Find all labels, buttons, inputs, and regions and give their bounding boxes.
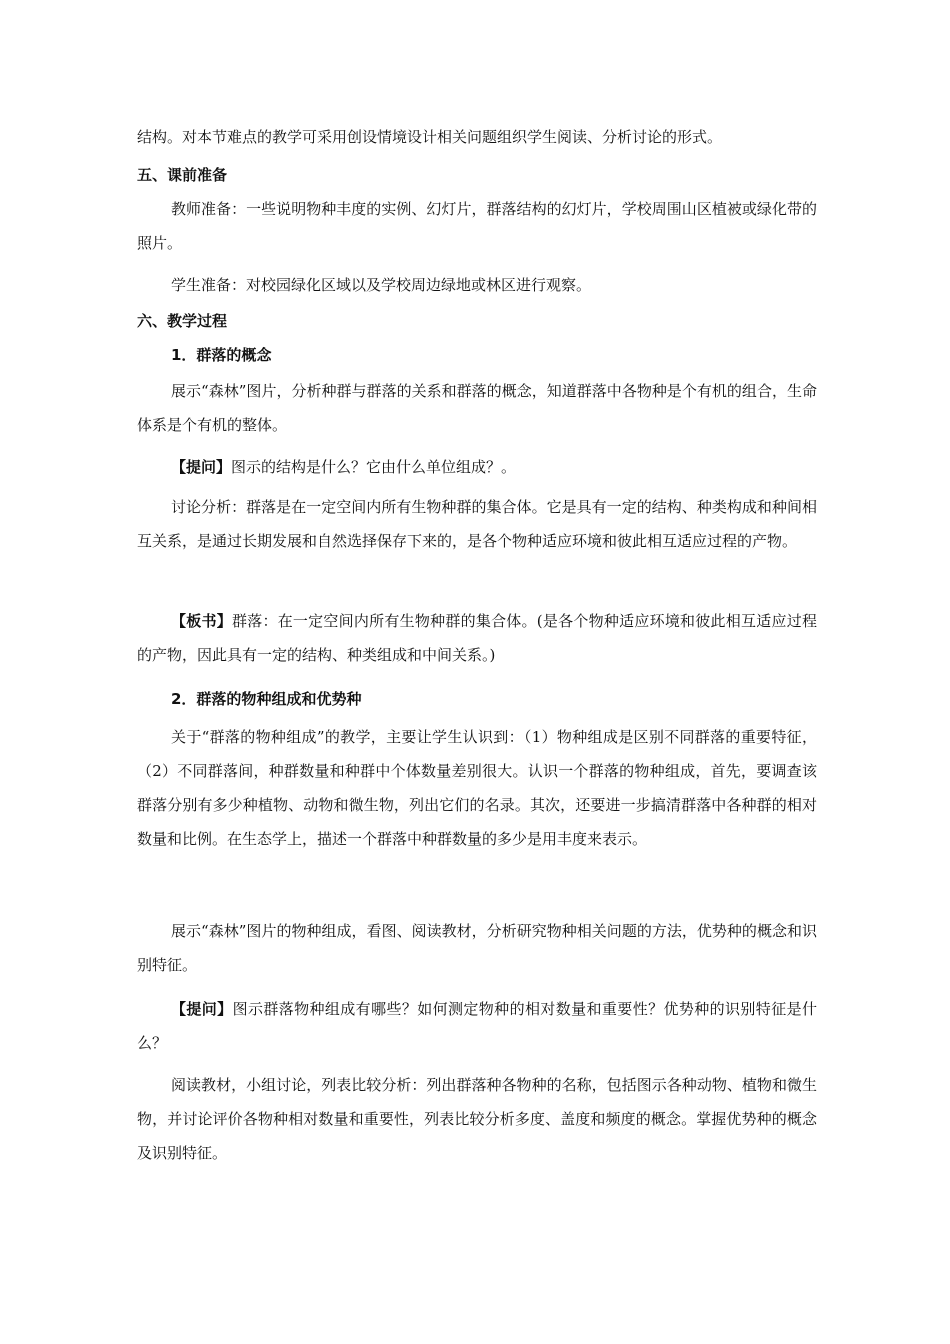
paragraph-intro-end: 结构。对本节难点的教学可采用创设情境设计相关问题组织学生阅读、分析讨论的形式。: [137, 128, 723, 146]
paragraph-discussion: 讨论分析：群落是在一定空间内所有生物种群的集合体。它是具有一定的结构、种类构成和种间相互关系，是通过长期发展和自然选择保存下来的，是各个物种适应环境和彼此相互适应过程的产物。: [137, 498, 817, 550]
board-tag: 【板书】: [171, 612, 232, 630]
paragraph-show-forest: 展示“森林”图片，分析种群与群落的关系和群落的概念，知道群落中各物种是个有机的组合，生命体系是个有机的整体。: [137, 382, 817, 434]
paragraph-species-composition: 关于“群落的物种组成”的教学，主要让学生认识到：（1）物种组成是区别不同群落的重要特征，（2）不同群落间，种群数量和种群中个体数量差别很大。认识一个群落的物种组成，首先，要调查该群落分别有多少种植物、动物和微生物，列出它们的名录。其次，还要进一步搞清群落中各种群的相对数量和比例。在生态学上，描述一个群落中种群数量的多少是用丰度来表示。: [137, 728, 817, 848]
subheading-community-concept: 1．群落的概念: [171, 346, 272, 364]
paragraph-student-prep: 学生准备：对校园绿化区域以及学校周边绿地或林区进行观察。: [171, 276, 592, 294]
heading-section-6: 六、教学过程: [137, 312, 228, 330]
question-text-2: 图示群落物种组成有哪些？如何测定物种的相对数量和重要性？优势种的识别特征是什么？: [137, 1000, 817, 1052]
paragraph-show-species: 展示“森林”图片的物种组成，看图、阅读教材，分析研究物种相关问题的方法，优势种的概念和识别特征。: [137, 922, 817, 974]
question-text: 图示的结构是什么？它由什么单位组成？。: [231, 458, 517, 476]
heading-section-5: 五、课前准备: [137, 166, 228, 184]
subheading-species-composition: 2．群落的物种组成和优势种: [171, 690, 362, 708]
question-tag: 【提问】: [171, 458, 232, 476]
paragraph-board-note: [137, 604, 817, 672]
question-tag-2: 【提问】: [171, 1000, 233, 1018]
paragraph-reading-discussion: 阅读教材，小组讨论，列表比较分析：列出群落种各物种的名称，包括图示各种动物、植物和微生物，并讨论评价各物种相对数量和重要性，列表比较分析多度、盖度和频度的概念。掌握优势种的概念及识别特征。: [137, 1076, 817, 1162]
paragraph-question-1: [137, 450, 817, 484]
paragraph-question-2: [137, 992, 817, 1060]
board-text: 群落：在一定空间内所有生物种群的集合体。(是各个物种适应环境和彼此相互适应过程的产物，因此具有一定的结构、种类组成和中间关系。): [137, 612, 817, 664]
paragraph-teacher-prep: 教师准备：一些说明物种丰度的实例、幻灯片，群落结构的幻灯片，学校周围山区植被或绿化带的照片。: [137, 200, 817, 252]
